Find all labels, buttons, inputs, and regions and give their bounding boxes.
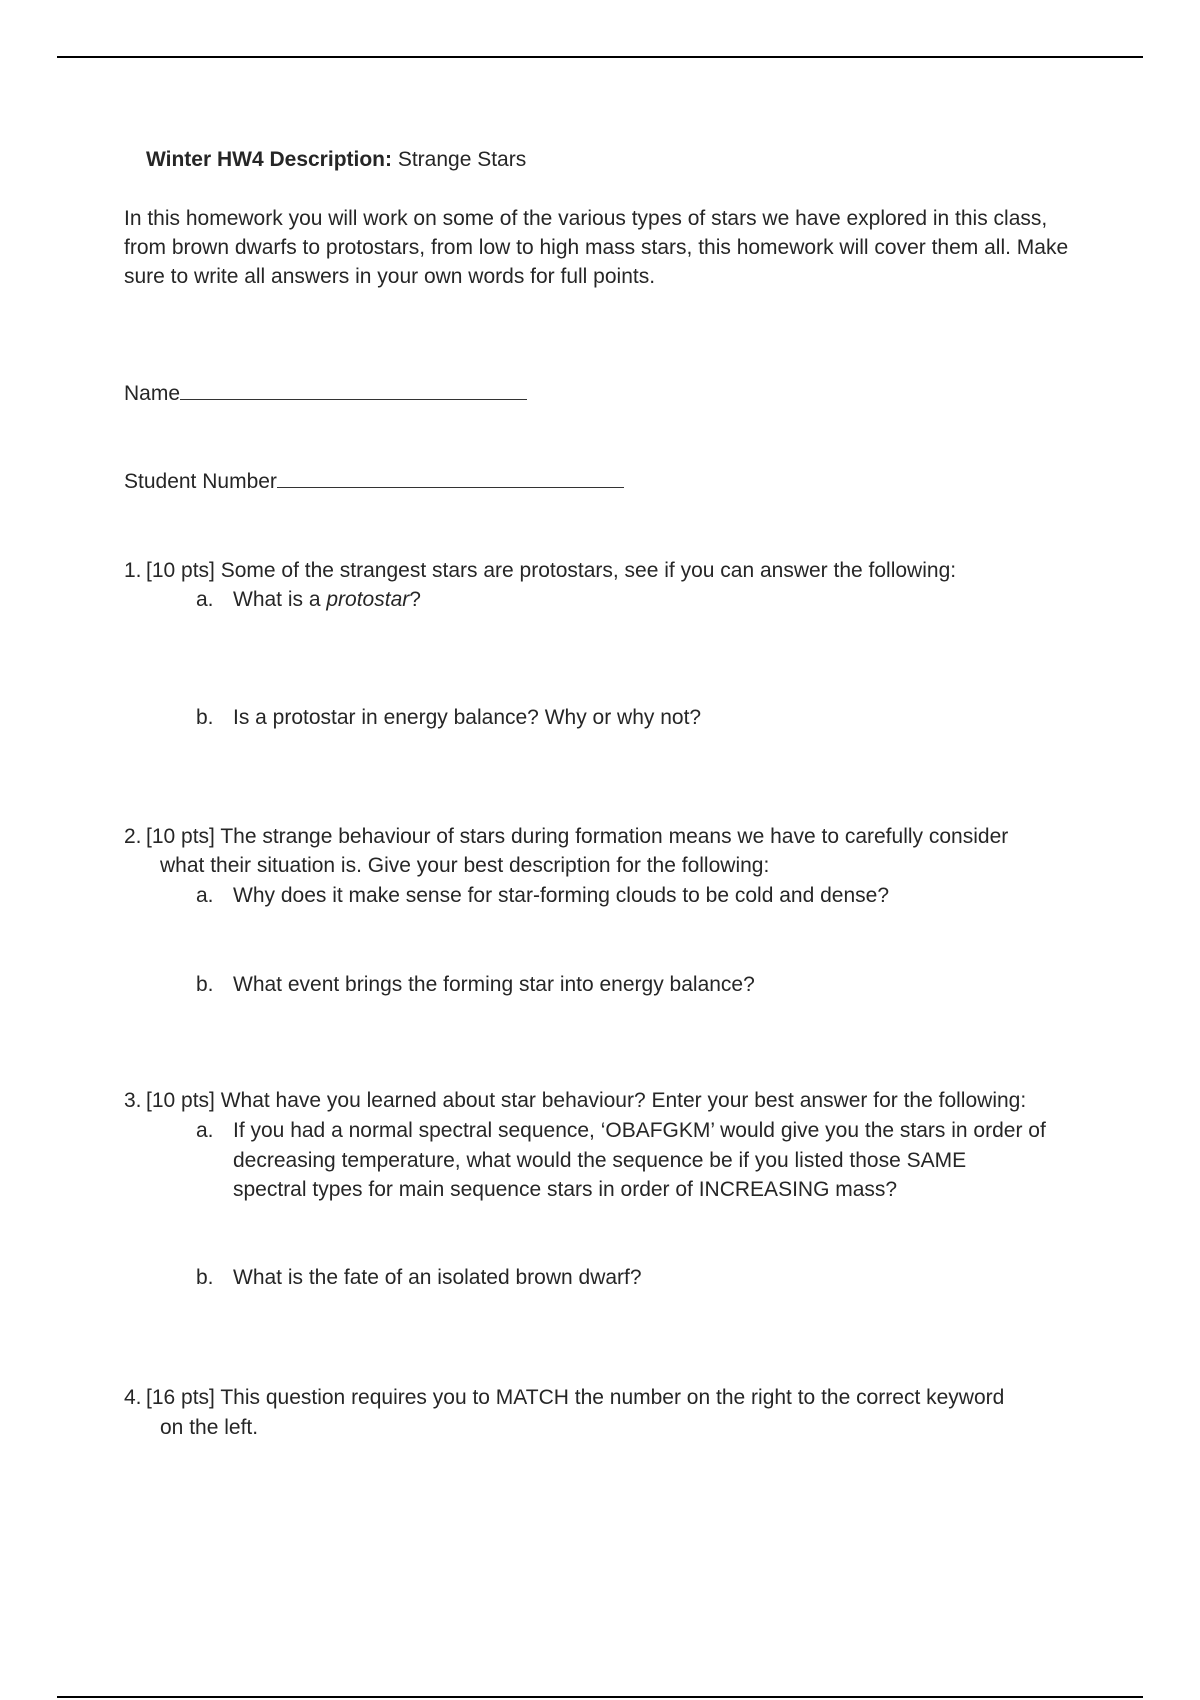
protostar-italic: protostar [326,588,410,611]
student-number-field [124,467,624,496]
question-3a-line3: spectral types for main sequence stars in order of INCREASING mass? [233,1178,898,1201]
page-title [146,145,526,174]
question-2b-text: What event brings the forming star into energy balance? [233,973,755,996]
student-number-input-line[interactable] [277,467,624,488]
question-1b-letter: b. [196,706,214,729]
title-rest: Strange Stars [392,148,527,171]
question-2a-letter: a. [196,884,214,907]
bottom-rule [57,1696,1143,1698]
question-2-text-line1: [10 pts] The strange behaviour of stars during formation means we have to carefully consider [146,825,1009,848]
question-3a-line1: If you had a normal spectral sequence, ‘OBAFGKM’ would give you the stars in order of [233,1119,1046,1142]
name-input-line[interactable] [180,379,527,400]
question-3a-letter: a. [196,1119,214,1142]
question-3-text: [10 pts] What have you learned about star behaviour? Enter your best answer for the following: [146,1089,1027,1112]
name-label: Name [124,382,181,405]
question-1a-text: What is a protostar? [233,588,421,611]
question-1a-letter: a. [196,588,214,611]
question-2b-letter: b. [196,973,214,996]
question-3-number: 3. [124,1089,142,1112]
question-1b-text: Is a protostar in energy balance? Why or why not? [233,706,702,729]
student-number-label: Student Number [124,470,277,493]
question-2-text-line2: what their situation is. Give your best description for the following: [160,854,770,877]
question-4-number: 4. [124,1386,142,1409]
question-1-text: [10 pts] Some of the strangest stars are protostars, see if you can answer the following: [146,559,957,582]
question-4-text-line1: [16 pts] This question requires you to MATCH the number on the right to the correct keyword [146,1386,1005,1409]
question-1-number: 1. [124,559,142,582]
top-rule [57,56,1143,58]
question-4-text-line2: on the left. [160,1416,259,1439]
question-3b-text: What is the fate of an isolated brown dwarf? [233,1266,642,1289]
question-2a-text: Why does it make sense for star-forming clouds to be cold and dense? [233,884,890,907]
question-3a-line2: decreasing temperature, what would the sequence be if you listed those SAME [233,1149,967,1172]
question-3b-letter: b. [196,1266,214,1289]
question-2-number: 2. [124,825,142,848]
intro-paragraph: In this homework you will work on some of the various types of stars we have explored in this class, from brown dwarfs to protostars, from low to high mass stars, this homework will cover them all. Make sure to write all answers in your own words for full points. [124,207,1069,288]
title-bold: Winter HW4 Description: [146,148,392,171]
name-field [124,379,527,408]
